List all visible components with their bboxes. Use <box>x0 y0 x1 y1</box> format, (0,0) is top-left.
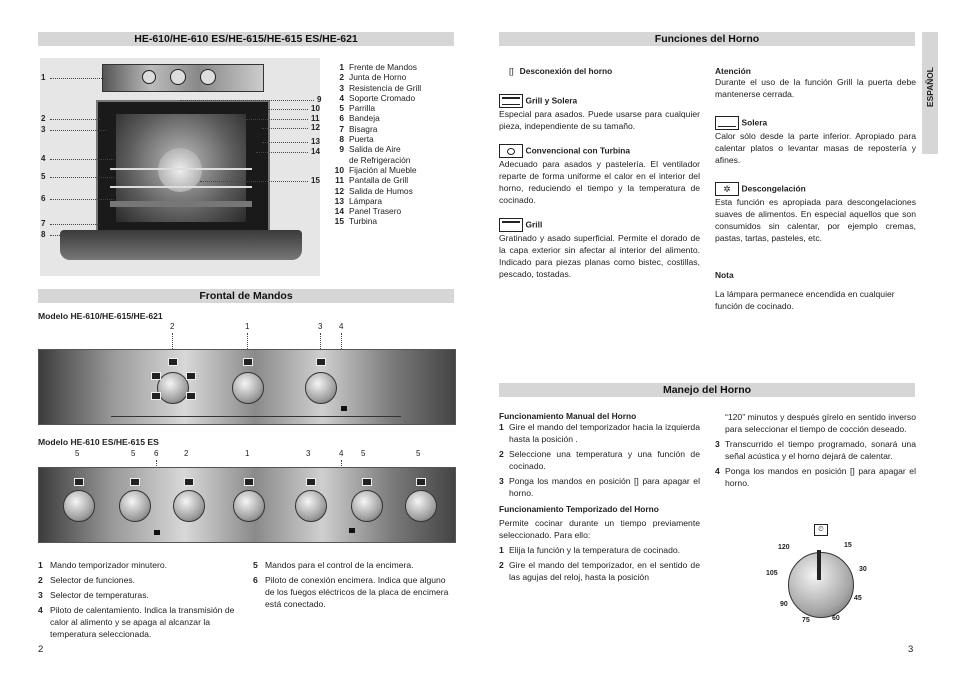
model1-callout-1: 1 <box>245 322 250 331</box>
list-item: 11 Pantalla de Grill <box>335 175 409 186</box>
list-item: 2 Junta de Horno <box>339 72 407 83</box>
list-item: 2 Selector de funciones. <box>38 575 136 585</box>
off-icon: [] <box>509 66 514 76</box>
snowflake-icon: ✲ <box>715 182 739 196</box>
grill-icon <box>499 218 523 232</box>
list-item: 1 Frente de Mandos <box>339 62 417 72</box>
legend-left <box>38 559 242 640</box>
callout-14: 14 <box>311 147 320 156</box>
timer-label: 45 <box>854 595 862 602</box>
function-turbina: Convencional con Turbina Adecuado para asados y pastelería. El ventilador reparte de forma uniforme el calor en el interior del horno, reduciendo el tiempo y la temperatura de cocinado. <box>499 145 700 205</box>
frontal-header: Frontal de Mandos <box>38 289 454 303</box>
manejo-column-2: “120” minutos y después gírelo en sentido inverso para seleccionar el tiempo de cocción deseado. 3 Transcurrido el tiempo programado, sonará una señal acústica y el horno dejará de calentar. 4 Ponga los mandos en posición [] para apagar el horno. <box>715 412 916 488</box>
hob-knob[interactable] <box>119 490 151 522</box>
list-item: 1 Elija la función y la temperatura de cocinado. <box>499 545 681 555</box>
oven-illustration <box>40 58 320 276</box>
list-item: de Refrigeración <box>349 154 411 165</box>
callout-13: 13 <box>311 137 320 146</box>
timer-dial <box>760 522 880 632</box>
timer-label: 105 <box>766 570 778 577</box>
turbina-icon <box>499 144 523 158</box>
model2-callout: 3 <box>306 449 311 458</box>
language-tab: ESPAÑOL <box>922 32 938 154</box>
function-off: [] Desconexión del horno <box>509 66 613 76</box>
timer-label: 15 <box>844 542 852 549</box>
list-item: 4 Soporte Cromado <box>339 92 416 103</box>
timer-icon: ⏲ <box>814 524 828 536</box>
functions-column-1 <box>499 66 700 280</box>
model-header: HE-610/HE-610 ES/HE-615/HE-615 ES/HE-621 <box>38 32 454 46</box>
list-item: 9 Salida de Aire <box>339 144 401 155</box>
heating-pilot-light <box>341 406 347 411</box>
function-solera: Solera Calor sólo desde la parte inferior. Apropiado para calentar platos o levantar masas de repostería y afines. <box>715 117 916 165</box>
callout-2: 2 <box>41 114 46 123</box>
manejo-header: Manejo del Horno <box>499 383 915 397</box>
function-selector-knob[interactable] <box>173 490 205 522</box>
hob-knob[interactable] <box>405 490 437 522</box>
list-item: 2 Gire el mando del temporizador, en el sentido de las agujas del reloj, hasta la posición <box>499 560 700 582</box>
grill-solera-icon <box>499 94 523 108</box>
list-item: 2 Seleccione una temperatura y una función de cocinado. <box>499 449 700 471</box>
list-item: 4 Piloto de calentamiento. Indica la transmisión de calor al alimento y se apaga al alcanzar la temperatura seleccionada. <box>38 605 235 639</box>
model2-callout: 5 <box>131 449 136 458</box>
callout-8: 8 <box>41 230 46 239</box>
list-item: 15 Turbina <box>334 216 378 227</box>
function-selector-knob[interactable] <box>157 372 189 404</box>
solera-icon <box>715 116 739 130</box>
timer-label: 120 <box>778 544 790 551</box>
parts-list <box>332 62 462 227</box>
atencion: Atención Durante el uso de la función Grill la puerta debe mantenerse cerrada. <box>715 66 916 99</box>
page-number-right: 3 <box>908 644 914 655</box>
model2-callout: 2 <box>184 449 189 458</box>
list-item: 3 Transcurrido el tiempo programado, sonará una señal acústica y el horno dejará de calentar. <box>715 439 916 461</box>
list-item: 4 Ponga los mandos en posición [] para apagar el horno. <box>715 466 916 488</box>
list-item: 5 Mandos para el control de la encimera. <box>253 560 414 570</box>
callout-10: 10 <box>311 104 320 113</box>
list-item: 3 Resistencia de Grill <box>339 82 422 93</box>
oven-door <box>60 230 302 260</box>
manejo-column-1: Funcionamiento Manual del Horno 1 Gire el mando del temporizador hacia la izquierda hasta la posición . 2 Seleccione una temperatura y una función de cocinado. 3 Ponga los mandos en posición [] para apagar el horno. Funcionamiento Temporizado del Horno Permite cocinar durante un tiempo previamente seleccionado. Para ello: 1 Elija la función y la temperatura de cocinado. 2 Gire el mando del temporizador, en el sentido de las agujas del reloj, hasta la posición <box>499 411 700 582</box>
list-item: 6 Bandeja <box>339 113 380 124</box>
timer-label: 75 <box>802 617 810 624</box>
funciones-header: Funciones del Horno <box>499 32 915 46</box>
timer-label: 60 <box>832 615 840 622</box>
list-item: 6 Piloto de conexión encimera. Indica que alguno de los fuegos eléctricos de la placa de encimera está conectado. <box>253 575 449 609</box>
model2-title: Modelo HE-610 ES/HE-615 ES <box>38 437 159 447</box>
hob-knob[interactable] <box>63 490 95 522</box>
hob-pilot-light <box>154 530 160 535</box>
hob-knob[interactable] <box>351 490 383 522</box>
function-grill: Grill Gratinado y asado superficial. Permite el dorado de la capa exterior sin afectar al interior del alimento. Indicado para piezas planas como bistec, costillas, pescado, tostadas. <box>499 219 700 279</box>
callout-9: 9 <box>317 95 322 104</box>
list-item: 1 Gire el mando del temporizador hacia la izquierda hasta la posición . <box>499 422 700 444</box>
callout-12: 12 <box>311 123 320 132</box>
list-item: 14 Panel Trasero <box>334 206 402 217</box>
list-item: 13 Lámpara <box>334 195 383 206</box>
list-item: 7 Bisagra <box>339 123 378 134</box>
model1-callout-4: 4 <box>339 322 344 331</box>
callout-4: 4 <box>41 154 46 163</box>
model2-callout: 4 <box>339 449 344 458</box>
callout-5: 5 <box>41 172 46 181</box>
model1-callout-3: 3 <box>318 322 323 331</box>
model2-callout: 5 <box>416 449 421 458</box>
callout-7: 7 <box>41 219 46 228</box>
callout-3: 3 <box>41 125 46 134</box>
list-item: 3 Ponga los mandos en posición [] para apagar el horno. <box>499 476 700 498</box>
list-item: 5 Parrilla <box>339 103 376 114</box>
temperature-knob[interactable] <box>305 372 337 404</box>
model2-callout: 1 <box>245 449 250 458</box>
functions-column-2 <box>715 66 916 312</box>
model2-callout: 5 <box>75 449 80 458</box>
nota: Nota La lámpara permanece encendida en cualquier función de cocinado. <box>715 270 895 311</box>
list-item: 3 Selector de temperaturas. <box>38 590 149 600</box>
legend-right <box>253 559 455 610</box>
callout-15: 15 <box>311 176 320 185</box>
control-panel-model1 <box>38 349 456 425</box>
list-item: 12 Salida de Humos <box>334 185 413 196</box>
temperature-knob[interactable] <box>295 490 327 522</box>
heating-pilot-light <box>349 528 355 533</box>
control-panel-model2 <box>38 467 456 543</box>
timer-knob[interactable] <box>232 372 264 404</box>
model2-callout: 6 <box>154 449 159 458</box>
timer-knob[interactable] <box>233 490 265 522</box>
list-item: 1 Mando temporizador minutero. <box>38 560 168 570</box>
list-item: 8 Puerta <box>339 134 374 145</box>
timer-label: 30 <box>859 566 867 573</box>
timer-label: 90 <box>780 601 788 608</box>
model1-callout-2: 2 <box>170 322 175 331</box>
model2-callout: 5 <box>361 449 366 458</box>
page-number-left: 2 <box>38 644 44 655</box>
function-grill-solera: Grill y Solera Especial para asados. Puede usarse para cualquier pieza, independiente de su tamaño. <box>499 95 700 131</box>
callout-11: 11 <box>311 114 320 123</box>
callout-1: 1 <box>41 73 46 82</box>
function-descongelacion: ✲ Descongelación Esta función es apropiada para descongelaciones suaves de alimentos. En especial aquellos que son consumidos sin calentar, por ejemplo cremas, pastas, tartas, pasteles, etc. <box>715 183 916 243</box>
list-item: 10 Fijación al Mueble <box>334 164 417 175</box>
model1-title: Modelo HE-610/HE-615/HE-621 <box>38 311 163 321</box>
callout-6: 6 <box>41 194 46 203</box>
